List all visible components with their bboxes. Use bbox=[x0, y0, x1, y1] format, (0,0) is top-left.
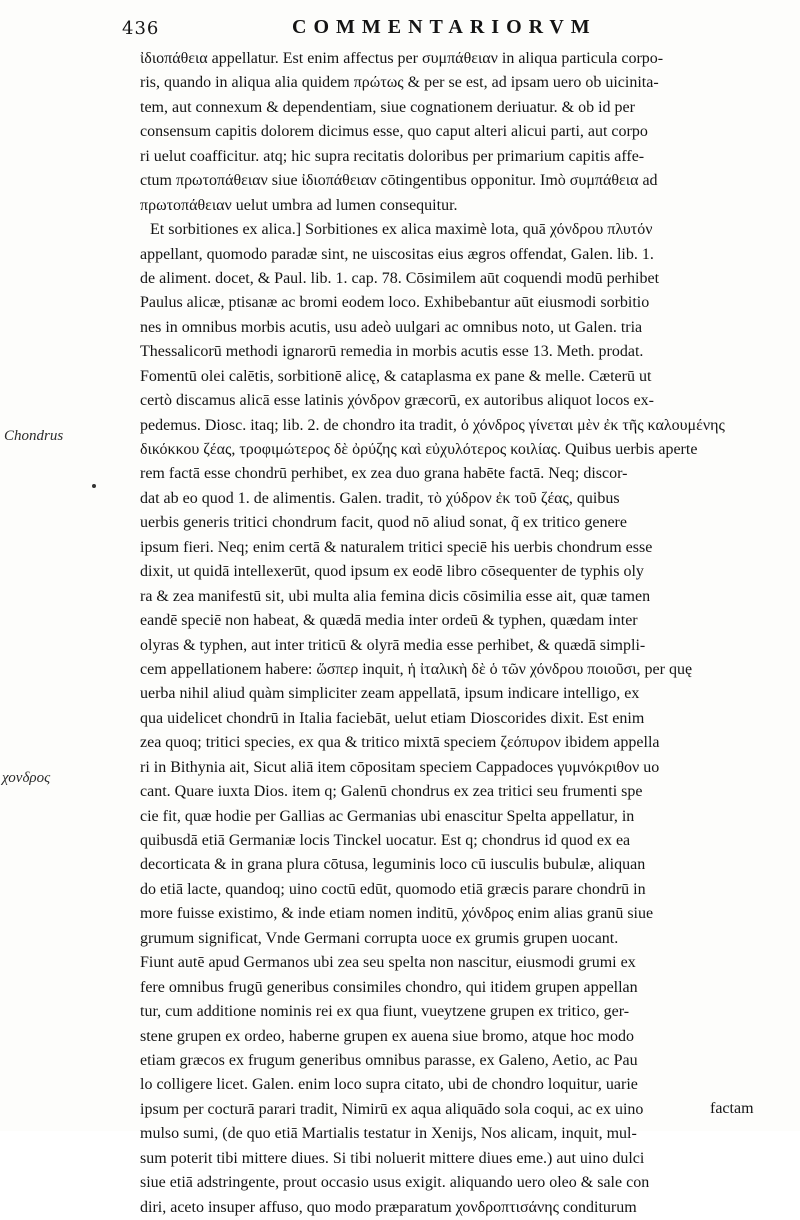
body-text bbox=[140, 47, 765, 1220]
text-line: ri in Bithynia ait, Sicut aliā item cōpositam speciem Cappadoces γυμνόκριθον uo bbox=[140, 758, 660, 776]
text-line: ipsum per cocturā parari tradit, Nimirū ex aqua aliquādo sola coqui, ac ex uino bbox=[140, 1100, 644, 1118]
text-line: cant. Quare iuxta Dios. item q; Galenū chondrus ex zea tritici seu frumenti spe bbox=[140, 783, 643, 801]
margin-note-chondrus: Chondrus bbox=[4, 428, 64, 444]
text-line: stene grupen ex ordeo, haberne grupen ex auena siue bromo, atque hoc modo bbox=[140, 1027, 635, 1045]
text-line: cie fit, quæ hodie per Gallias ac Germanias ubi enascitur Spelta appellatur, in bbox=[140, 807, 635, 825]
margin-dot bbox=[92, 484, 96, 488]
text-line: ipsum fieri. Neq; enim certā & naturalem tritici speciē his uerbis chondrum esse bbox=[140, 538, 653, 556]
text-line: grumum significat, Vnde Germani corrupta uoce ex grumis grupen uocant. bbox=[140, 929, 619, 947]
text-line: πρωτοπάθειαν uelut umbra ad lumen consequitur. bbox=[140, 196, 458, 214]
text-line: pedemus. Diosc. itaq; lib. 2. de chondro ita tradit, ὁ χόνδρος γίνεται μὲν ἐκ τῆς καλουμένης bbox=[140, 416, 725, 434]
text-line: dixit, ut quidā intellexerūt, quod ipsum ex eodē libro cōsequenter de typhis oly bbox=[140, 563, 644, 581]
margin-note-greek: χονδρος bbox=[2, 770, 51, 786]
text-line: Fomentū olei calētis, sorbitionē alicę, & cataplasma ex pane & melle. Cæterū ut bbox=[140, 367, 652, 385]
text-line: decorticata & in grana plura cōtusa, leguminis loco cū iusculis bubulæ, aliquan bbox=[140, 856, 646, 874]
text-line: Paulus alicæ, ptisanæ ac bromi eodem loco. Exhibebantur aūt eiusmodi sorbitio bbox=[140, 294, 650, 312]
text-line: quibusdā etiā Germaniæ locis Tinckel uocatur. Est q; chondrus id quod ex ea bbox=[140, 832, 631, 849]
text-line: mulso sumi, (de quo etiā Martialis testatur in Xenijs, Nos alicam, inquit, mul- bbox=[140, 1125, 637, 1143]
catchword: factam bbox=[710, 1100, 754, 1117]
text-line: cem appellationem habere: ὥσπερ inquit, ἡ ἰταλικὴ δὲ ὁ τῶν χόνδρου ποιοῦσι, per quę bbox=[140, 660, 693, 678]
text-line: Et sorbitiones ex alica.] Sorbitiones ex alica maximè lota, quā χόνδρου πλυτόν bbox=[150, 221, 653, 239]
text-line: etiam græcos ex frugum generibus omnibus parasse, ex Galeno, Aetio, ac Pau bbox=[140, 1051, 638, 1069]
text-line: sum poterit tibi mittere diues. Si tibi noluerit mittere diues eme.) aut uino dulci bbox=[140, 1149, 645, 1167]
text-line: Thessalicorū methodi ignarorū remedia in morbis acutis esse 13. Meth. prodat. bbox=[140, 343, 644, 361]
text-line: olyras & typhen, aut inter triticū & olyrā media esse perhibet, & quædā simpli- bbox=[140, 636, 646, 654]
text-line: uerba nihil aliud quàm simpliciter zeam appellatā, ipsum indicare intelligo, ex bbox=[140, 685, 640, 703]
text-line: siue etiā adstringente, prout occasio usus exigit. aliquando uero oleo & sale con bbox=[140, 1174, 650, 1192]
text-line: uerbis generis tritici chondrum facit, quod nō aliud sonat, q̃ ex tritico genere bbox=[140, 514, 627, 532]
text-line: diri, aceto insuper affuso, quo modo præparatum χονδροπτισάνης conditurum bbox=[140, 1198, 637, 1216]
text-line: ris, quando in aliqua alia quidem πρώτως & per se est, ad ipsam uero ob uicinita- bbox=[140, 74, 659, 92]
text-line: certò discamus alicā esse latinis χόνδρον græcorū, ex autoribus aliquot locos ex- bbox=[140, 392, 654, 410]
text-line: appellant, quomodo paradæ sint, ne uiscositas eius ægros offendat, Galen. lib. 1. bbox=[140, 245, 654, 263]
text-line: tem, aut connexum & dependentiam, siue cognationem deriuatur. & ob id per bbox=[140, 98, 635, 116]
text-line: do etiā lacte, quandoq; uino coctū edūt, quomodo etiā græcis parare chondrū in bbox=[140, 880, 646, 898]
text-line: Fiunt autē apud Germanos ubi zea seu spelta non nascitur, eiusmodi grumi ex bbox=[140, 954, 636, 972]
text-line: tur, cum additione nominis rei ex qua fiunt, vueytzene grupen ex tritico, ger- bbox=[140, 1003, 630, 1021]
page-header bbox=[122, 14, 762, 42]
text-line: more fuisse existimo, & inde etiam nomen inditū, χόνδρος enim alias granū siue bbox=[140, 905, 654, 923]
text-line: eandē speciē non habeat, & quædā media inter ordeū & typhen, quædam inter bbox=[140, 612, 638, 630]
text-line: qua uidelicet chondrū in Italia faciebāt, uelut etiam Dioscorides dixit. Est enim bbox=[140, 709, 645, 727]
text-line: nes in omnibus morbis acutis, usu adeò uulgari ac omnibus noto, ut Galen. tria bbox=[140, 318, 643, 336]
text-line: zea quoq; tritici species, ex qua & tritico mixtā speciem ζεόπυρον ibidem appella bbox=[140, 734, 660, 752]
text-line: fere omnibus frugū generibus consimiles chondro, qui itidem grupen appellan bbox=[140, 978, 638, 996]
text-line: ri uelut coafficitur. atq; hic supra recitatis doloribus per primarium capitis affe- bbox=[140, 147, 645, 165]
text-line: lo colligere licet. Galen. enim loco supra citato, ubi de chondro loquitur, uarie bbox=[140, 1076, 638, 1094]
text-line: δικόκκου ζέας, τροφιμώτερος δὲ ὀρύζης καὶ εὐχυλότερος κοιλίας. Quibus uerbis aperte bbox=[140, 441, 698, 458]
text-line: rem factā esse chondrū perhibet, ex zea duo grana habēte factā. Neq; discor- bbox=[140, 465, 628, 483]
text-line: ἰδιοπάθεια appellatur. Est enim affectus per συμπάθειαν in aliqua particula corpo- bbox=[140, 50, 664, 67]
text-line: de aliment. docet, & Paul. lib. 1. cap. 78. Cōsimilem aūt coquendi modū perhibet bbox=[140, 269, 660, 287]
text-line: ra & zea manifestū sit, ubi multa alia femina dicis cōsimilia esse ait, quæ tamen bbox=[140, 587, 651, 605]
text-line: ctum πρωτοπάθειαν siue ἰδιοπάθειαν cōtingentibus opponitur. Imò συμπάθεια ad bbox=[140, 172, 658, 190]
text-line: consensum capitis dolorem dicimus esse, quo caput alteri alicui parti, aut corpo bbox=[140, 123, 648, 141]
page-number: 436 bbox=[122, 18, 160, 39]
running-head: COMMENTARIORVM bbox=[292, 16, 597, 38]
text-line: dat ab eo quod 1. de alimentis. Galen. tradit, τὸ χύδρον ἐκ τοῦ ζέας, quibus bbox=[140, 489, 620, 507]
